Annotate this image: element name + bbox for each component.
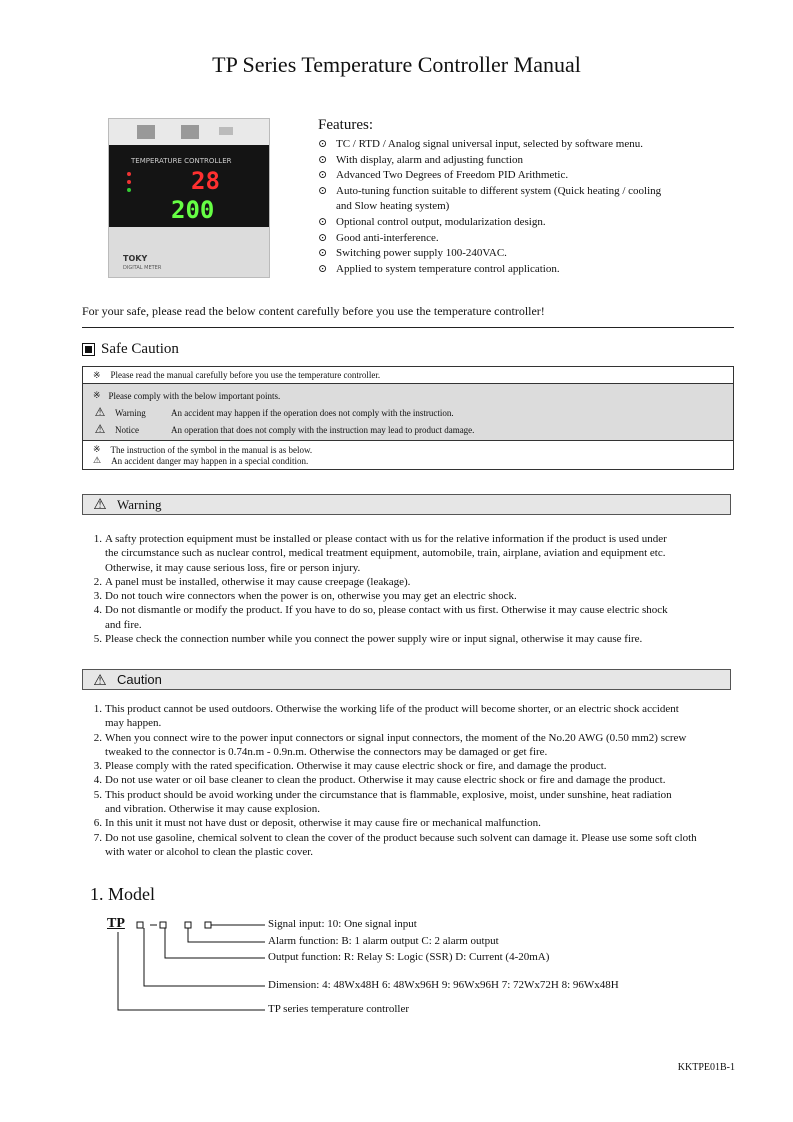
- model-code: TP: [107, 916, 125, 931]
- list-item: ⊙ Good anti-interference.: [318, 231, 738, 247]
- list-item: 4. Do not dismantle or modify the product. If you have to do so, please contact with us first. Otherwise it may cause electric shock: [93, 604, 668, 617]
- warning-triangle-icon: ⚠: [94, 405, 106, 419]
- bullet-icon: ⊙: [318, 138, 328, 150]
- controller-illustration: [109, 119, 269, 277]
- bullet-icon: ⊙: [318, 184, 328, 197]
- page-title: TP Series Temperature Controller Manual: [212, 52, 581, 77]
- reference-mark-icon: ※: [93, 369, 101, 380]
- bullet-icon: ⊙: [318, 262, 328, 275]
- list-item: ⊙ TC / RTD / Analog signal universal input, selected by software menu.: [318, 137, 738, 153]
- safe-caution-heading: Safe Caution: [82, 341, 179, 358]
- list-item: ⊙ With display, alarm and adjusting function: [318, 153, 738, 169]
- brand-sub: DIGITAL METER: [123, 265, 162, 271]
- list-item: 6. In this unit it must not have dust or deposit, otherwise it may cause fire or mechanical malfunction.: [93, 817, 541, 830]
- model-heading: 1. Model: [90, 884, 155, 904]
- model-label-output: Output function: R: Relay S: Logic (SSR) D: Current (4-20mA): [268, 951, 550, 963]
- list-item: 5. This product should be avoid working under the circumstance that is flammable, explosive, moist, under sunshine, heat radiation: [93, 788, 672, 801]
- list-item: ⊙ Advanced Two Degrees of Freedom PID Arithmetic.: [318, 168, 738, 184]
- model-label-signal: Signal input: 10: One signal input: [268, 918, 417, 930]
- warning-triangle-icon: ⚠: [93, 671, 107, 689]
- bullet-icon: ⊙: [318, 247, 328, 260]
- warning-triangle-icon: ⚠: [93, 497, 107, 513]
- reference-mark-icon: ※: [93, 444, 101, 454]
- list-item: 3. Do not touch wire connectors when the power is on, otherwise you may get an electric shock.: [93, 590, 517, 603]
- display-bottom: 200: [171, 196, 215, 224]
- reference-mark-icon: ※: [93, 390, 101, 400]
- list-item: ⊙ Switching power supply 100-240VAC.: [318, 246, 738, 262]
- list-item: ⊙ Auto-tuning function suitable to different system (Quick heating / cooling: [318, 184, 738, 200]
- document-code: KKTPE01B-1: [677, 1062, 735, 1073]
- brand-label: TOKY: [123, 254, 148, 263]
- bullet-icon: ⊙: [318, 231, 328, 244]
- divider: [82, 327, 734, 328]
- warning-triangle-icon: ⚠: [93, 455, 102, 465]
- list-item: 2. When you connect wire to the power input connectors or signal input connectors, the moment of the No.20 AWG (0.50 mm2) screw: [93, 731, 687, 744]
- model-label-dimension: Dimension: 4: 48Wx48H 6: 48Wx96H 9: 96Wx96H 7: 72Wx72H 8: 96Wx48H: [268, 979, 619, 991]
- list-item: 5. Please check the connection number while you connect the power supply wire or input signal, otherwise it may cause fire.: [93, 633, 643, 646]
- list-item: 2. A panel must be installed, otherwise it may cause creepage (leakage).: [93, 575, 411, 588]
- display-top: 28: [191, 167, 220, 195]
- safe-notice: For your safe, please read the below content carefully before you use the temperature controller!: [82, 304, 545, 318]
- model-label-alarm: Alarm function: B: 1 alarm output C: 2 alarm output: [268, 935, 499, 947]
- caution-heading: ⚠ Caution: [82, 669, 731, 690]
- list-item: 3. Please comply with the rated specification. Otherwise it may cause electric shock or fire, and damage the product.: [93, 760, 607, 773]
- list-item: 7. Do not use gasoline, chemical solvent to clean the cover of the product because such solvent can damage it. Please use some soft cloth: [93, 831, 697, 844]
- features-heading: Features:: [318, 117, 373, 133]
- bullet-icon: ⊙: [318, 169, 328, 182]
- model-label-series: TP series temperature controller: [268, 1003, 410, 1015]
- features-list: [318, 137, 738, 277]
- warning-triangle-icon: ⚠: [94, 422, 106, 436]
- bullet-icon: ⊙: [318, 153, 328, 166]
- list-item: 1. This product cannot be used outdoors. Otherwise the working life of the product will become shorter, or an electric shock accident: [93, 703, 679, 715]
- safe-caution-box: ※ Please read the manual carefully before you use the temperature controller. ※ Please comply with the below important points. ⚠ Warning An accident may happen if the operation does not comply with the instruction. ⚠ Notice An operation that does not comply with the instruction may lead to product damage. ※ The instruction of the symbol in the manual is as below. ⚠ An accident danger may happen in a special condition.: [82, 366, 734, 470]
- product-photo: [108, 118, 270, 278]
- bullet-icon: ⊙: [318, 215, 328, 228]
- warning-heading: ⚠ Warning: [82, 494, 731, 515]
- square-bullet-icon: [82, 343, 95, 356]
- list-item: 4. Do not use water or oil base cleaner to clean the product. Otherwise it may cause electric shock or fire and damage the product.: [93, 774, 666, 787]
- warning-list: 1. A safty protection equipment must be installed or please contact with us for the relative information if the product is used under the circumstance such as nuclear control, medical treatment equipment, automobile, train, airplane, aviation and equipment etc. Otherwise, it may cause serious loss, fire or person injury. 2. A panel must be installed, otherwise it may cause creepage (leakage). 3. Do not touch wire connectors when the power is on, otherwise you may get an electric shock. 4. Do not dismantle or modify the product. If you have to do so, please contact with us first. Otherwise it may cause electric shock and fire. 5. Please check the connection number while you connect the power supply wire or input signal, otherwise it may cause fire.: [90, 532, 740, 646]
- list-item: ⊙ Optional control output, modularization design.: [318, 215, 738, 231]
- caution-list: 1. This product cannot be used outdoors. Otherwise the working life of the product will become shorter, or an electric shock accident may happen. 2. When you connect wire to the power input connectors or signal input connectors, the moment of the No.20 AWG (0.50 mm2) screw tweaked to the connector is 0.74n.m - 0.9n.m. Otherwise the connectors may be damaged or get fire. 3. Please comply with the rated specification. Otherwise it may cause electric shock or fire, and damage the product. 4. Do not use water or oil base cleaner to clean the product. Otherwise it may cause electric shock or fire and damage the product. 5. This product should be avoid working under the circumstance that is flammable, explosive, moist, under sunshine, heat radiation and vibration. Otherwise it may cause explosion. 6. In this unit it must not have dust or deposit, otherwise it may cause fire or mechanical malfunction. 7. Do not use gasoline, chemical solvent to clean the cover of the product because such solvent can damage it. Please use some soft cloth with water or alcohol to clean the plastic cover.: [90, 702, 760, 859]
- list-item: 1. A safty protection equipment must be installed or please contact with us for the relative information if the product is used under: [93, 533, 667, 545]
- list-item-continued: and Slow heating system): [336, 200, 450, 213]
- panel-label: TEMPERATURE CONTROLLER: [131, 157, 232, 165]
- list-item: ⊙ Applied to system temperature control application.: [318, 262, 738, 278]
